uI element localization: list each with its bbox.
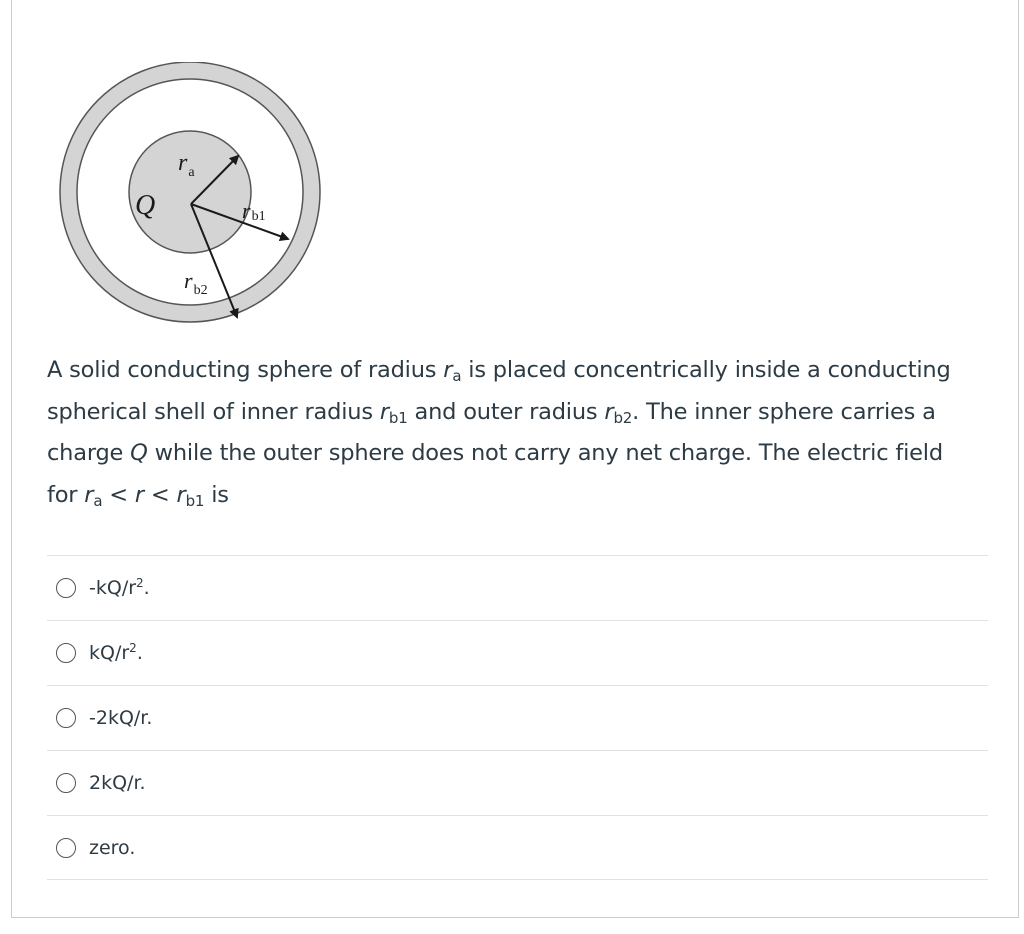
question-text: A solid conducting sphere of radius $r_a$ is placed concentrically inside a conducting spherical shell of inner radius $r_{b1}$ and outer radius $r_{b2}$. The inner sphere carries a charge Q while the outer sphere does not carry any net charge. The electric field for $r_a < r < r_{b1}$ is [47,357,951,510]
label-rb1: rb1 [242,198,266,224]
radio-button-icon[interactable] [56,578,76,598]
answer-label[interactable]: $-kQ/r^2$. [89,576,150,599]
concentric-spheres-diagram [48,62,338,342]
answer-option-3[interactable] [47,685,988,750]
answer-option-1[interactable] [47,555,988,620]
label-ra: $r_a$ [178,150,195,180]
answer-label[interactable]: zero. [89,837,136,859]
answer-option-2[interactable] [47,620,988,685]
radio-button-icon[interactable] [56,643,76,663]
answer-label[interactable]: 2kQ/r. [89,772,146,794]
answer-option-4[interactable] [47,750,988,815]
radio-button-icon[interactable] [56,773,76,793]
radio-button-icon[interactable] [56,838,76,858]
radio-button-icon[interactable] [56,708,76,728]
label-charge: Q [135,190,156,221]
answer-list [47,555,988,880]
answer-label[interactable]: $kQ/r^2$. [89,641,143,664]
answer-option-5[interactable] [47,815,988,880]
answer-label[interactable]: -2kQ/r. [89,707,153,729]
label-rb2: $r_{b2}$ [184,268,208,298]
